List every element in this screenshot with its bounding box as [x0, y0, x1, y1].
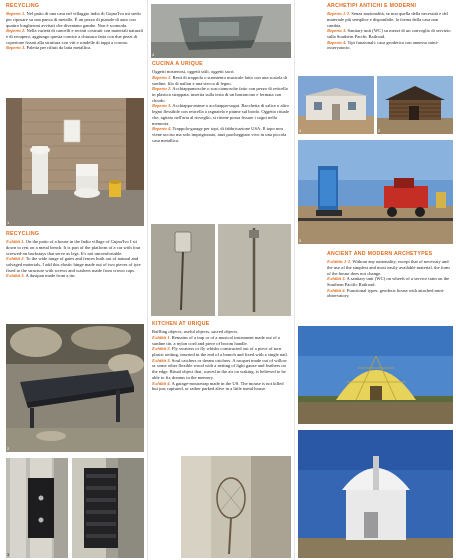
log-cabin-photo: [377, 76, 453, 134]
section-heading: KITCHEN AT URIQUE: [152, 321, 210, 327]
exhibit-label: Exhibit 2.: [152, 346, 171, 352]
sardine-tin-trap-photo: [151, 224, 215, 316]
section-heading: ANCIENT AND MODERN ARCHETYPES: [327, 251, 433, 257]
exhibit-label: Reperto 1.: [152, 74, 172, 80]
paragraph-text: To the wide range of gates and fences built out of natural and salvaged materials, I add this elastic hinge made out of two pieces of tyre fixed to the structure with screws and washers made from crown caps.: [6, 256, 141, 273]
paragraph-text: Tipi funzionali: casa geodetica con annesso mini-osservatorio.: [327, 39, 439, 51]
fly-swatter-photo: [218, 224, 291, 316]
metal-bench-photo: [6, 324, 144, 452]
paragraph-text: Remains of a trap or of a musical instrument made out of a sardine tin, a nylon cord and piece of broom handle.: [152, 334, 280, 346]
paragraph-text: Functional types: geodesic house with attached mini-observatory.: [327, 287, 445, 299]
section-heading: RECYCLING: [6, 3, 40, 9]
paragraph-text: A dustpan made from a tin.: [24, 273, 76, 279]
trailer-house-photo: [298, 76, 374, 134]
kitchen-english-text: [152, 322, 290, 392]
exhibit-label: Exhibit 3.: [152, 357, 171, 363]
paragraph-text: Acchiappamosche o scacciamosche fatto con pezzo di reticella in plastica strappata, inserita sulla testa di un bastoncino e fermata con chiodo.: [152, 86, 288, 103]
paragraph-text: Without any nationality, except that of necessity and the use of the simplest and most easily available material, the form of the house does not change.: [327, 259, 450, 276]
paragraph-text: Resti di trappola o strumento musicale fatto con una scatola di sardine, filo di nailon e una stecca di legno.: [152, 74, 288, 86]
paragraph-text: A garage-mousetrap made in the US. The mouse is not killed but just captured, or rather parked alive in a little metal house.: [152, 380, 284, 392]
section-heading: ARCHETIPI ANTICHI E MODERNI: [327, 3, 417, 9]
exhibit-label: Reperto 2.: [6, 28, 26, 34]
paragraph-text: Trappola-garage per topi, di fabbricazione USA. Il topo non viene ucciso ma solo imprigionato, anzi parcheggiato vivo in una piccola casa metallica.: [152, 126, 287, 143]
exhibit-label: Reperto 3.: [6, 45, 26, 51]
tin-dustpan-photo: [151, 4, 291, 58]
exhibit-label: Reperto 2.: [152, 86, 172, 92]
section-heading: RECYCLING: [6, 231, 40, 237]
paragraph-text: Soul catchers or dream catchers. A racquet made out of willow or some other flexible wood with a netting of light gauze and feathers on the edge. Ritual object that, waved in the air on waking, is believed to be able to fix dreams in the memory.: [152, 357, 287, 380]
photo-number: 2: [7, 446, 10, 451]
column-3: [295, 0, 456, 560]
archetipi-italian-text: [327, 4, 453, 51]
exhibit-label: Exhibit 4.: [327, 287, 346, 293]
section-heading: CUCINA A URIQUE: [152, 61, 203, 67]
paragraph-text: Paletta per rifiuti da latta metallica.: [25, 45, 92, 51]
paragraph-text: A sanitary unit (WC) on wheels of a service train on the Southern Pacific Railroad.: [327, 276, 450, 288]
column-2: [148, 0, 294, 560]
paragraph-text: Acchiappa-anime o acchiappa-sogni. Racchetta di salice o altro legno flessibile con reticella a ragnatela e piume sul bordo. Oggetto rituale che, agitato nell'aria al risveglio, si ritiene possa fissare i sogni nella memoria.: [152, 103, 289, 126]
geodesic-house-photo: [298, 326, 453, 424]
exhibit-label: Exhibit 3.: [327, 276, 346, 282]
photo-number: 1: [7, 220, 10, 225]
photo-number: 1: [299, 128, 302, 133]
paragraph-text: Senza nazionalità, se non quella della necessità e del materiale più semplice e disponibile, la forma della casa non cambia.: [327, 11, 448, 28]
exhibit-label: Reperto 4.: [152, 126, 172, 132]
exhibit-label: Reperto 4.: [327, 39, 347, 45]
exhibit-label: Exhibit 1.: [6, 239, 25, 245]
tyre-hinge-photo-right: [72, 458, 144, 558]
exhibit-label: Exhibit 1.: [152, 334, 171, 340]
recycling-italian-text: [6, 4, 144, 51]
exhibit-label: Exhibit 4.: [152, 380, 171, 386]
railroad-wc-photo: [298, 140, 453, 244]
exhibit-label: Reperto 1-2.: [327, 11, 351, 17]
archetypes-english-text: [327, 252, 453, 299]
paragraph-text: On the patio of a house in the Indio village of Gujna'Ivo I sit down to rest on a metal bench. It is part of the platform of a car with four screwed-on backstays that serve as legs. It's not uncomfortable.: [6, 239, 141, 256]
tyre-hinge-photo-left: [6, 458, 68, 558]
exhibit-label: Reperto 3.: [327, 28, 347, 34]
exhibit-label: Exhibits 1-2.: [327, 259, 352, 265]
toilet-photo: [6, 98, 144, 226]
paragraph-text: Fly swatters or fly whisks constructed out of a piece of torn plastic netting, inserted in the end of a branch and fixed with a single nail.: [152, 346, 288, 358]
photo-number: 3: [299, 238, 302, 243]
dream-catcher-photo: [181, 456, 291, 558]
exhibit-label: Exhibit 3.: [6, 273, 25, 279]
cucina-italian-text: [152, 62, 290, 143]
recycling-english-text: [6, 232, 144, 279]
photo-number: 3: [7, 552, 10, 557]
column-1: [0, 0, 148, 560]
photo-number: 4: [152, 52, 155, 57]
exhibit-label: Reperto 1.: [6, 11, 26, 17]
photo-number: 2: [378, 128, 381, 133]
exhibit-label: Reperto 3.: [152, 103, 172, 109]
paragraph-text: Sanitary unit (WC) su mezzi di un convoglio di servizio sulla Southern Pacific Railroad.: [327, 28, 451, 40]
paragraph-text: Baffling objects, useful objects, sacred objects.: [152, 329, 239, 335]
paragraph-text: Oggetti misteriosi, oggetti utili, oggetti sacri.: [152, 69, 235, 75]
observatory-photo: [298, 430, 453, 558]
paragraph-text: Nella varietà di cancelli e recinti costruiti con materiali naturali e di recupero, aggiungo questa cornice a chiusura fatta con due pezzi di copertone fissati alla struttura con viti e rondelle di tappi a corona.: [6, 28, 144, 45]
exhibit-label: Exhibit 2.: [6, 256, 25, 262]
paragraph-text: Nel patio di una casa nel villaggio indio di Gujna'Ivo mi siedo per riposare su una panca di metallo. È un pezzo di pianale di auto con quattro longheroni avvitati che diventano gambe. Non è scomoda.: [6, 11, 141, 28]
